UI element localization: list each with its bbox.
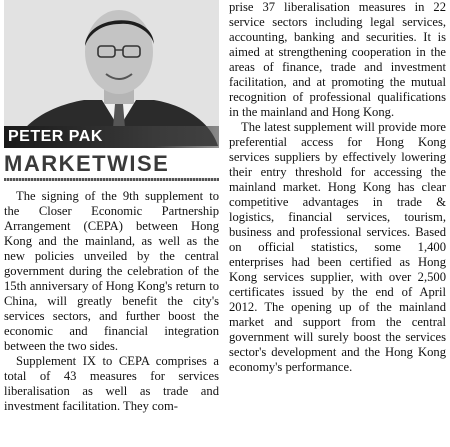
right-body-text <box>229 0 446 375</box>
column-divider <box>4 178 219 181</box>
author-name: PETER PAK <box>4 126 219 148</box>
paragraph: The latest supplement will provide more preferential access for Hong Kong services suppliers by effectively lowering their entry threshold for accessing the mainland market. Hong Kong has clear competitive advantages in trade & logistics, financial services, tourism, business and professional services. Based on official statistics, some 1,400 enterprises had been certified as Hong Kong services supplier, with over 2,500 certificates issued by the end of April 2012. The opening up of the mainland market and support from the central government will surely boost the services sector's development and the Hong Kong economy's performance. <box>229 120 446 374</box>
paragraph: prise 37 liberalisation measures in 22 service sectors including legal services, accounting, banking and securities. It is aimed at strengthening cooperation in the areas of finance, trade and investment facilitation, and at promoting the mutual recognition of professional qualifications in the mainland and Hong Kong. <box>229 0 446 119</box>
paragraph: The signing of the 9th supplement to the Closer Economic Partnership Arrangement (CEPA) between Hong Kong and the mainland, as well as the new policies unveiled by the central government during the celebration of the 15th anniversary of Hong Kong's return to China, will greatly benefit the city's services sectors, and further boost the economic and financial integration between the two sides. <box>4 189 219 353</box>
left-column <box>4 0 219 447</box>
right-column <box>229 0 446 447</box>
author-photo <box>4 0 219 146</box>
paragraph: Supplement IX to CEPA comprises a total of 43 measures for services liberalisation as well as trade and investment facilitation. They com- <box>4 354 219 413</box>
left-body-text <box>4 189 219 414</box>
column-title: MARKETWISE <box>4 151 170 176</box>
author-portrait <box>4 0 219 146</box>
